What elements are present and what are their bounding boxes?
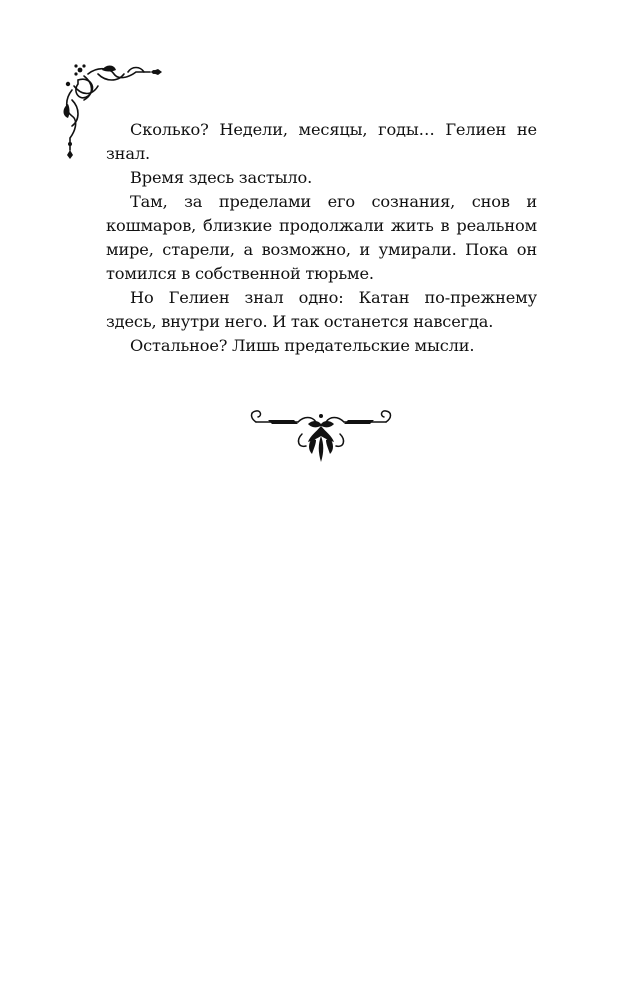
body-text bbox=[106, 118, 537, 358]
paragraph: Время здесь застыло. bbox=[130, 168, 313, 187]
paragraph: Но Гелиен знал одно: Катан по-прежнему здесь, внутри него. И так останется навсегда. bbox=[106, 288, 537, 331]
paragraph: Сколько? Недели, месяцы, годы… Гелиен не знал. bbox=[106, 120, 537, 163]
paragraph: Там, за пределами его сознания, снов и кошмаров, близкие продолжали жить в реальном мире, старели, а возможно, и умирали. Пока он томился в собственной тюрьме. bbox=[106, 192, 537, 283]
paragraph: Остальное? Лишь предательские мысли. bbox=[130, 336, 475, 355]
section-divider-ornament-icon bbox=[246, 406, 396, 466]
